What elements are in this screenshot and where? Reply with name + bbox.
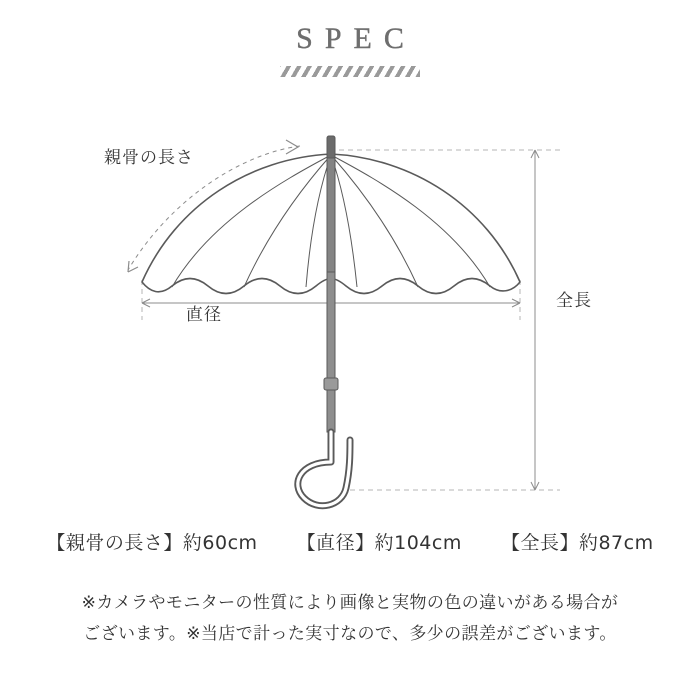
umbrella-illustration: [0, 110, 700, 510]
spec-value-diameter: 【直径】約104cm: [296, 532, 462, 554]
spec-values-row: [0, 528, 700, 555]
disclaimer-note: [0, 588, 700, 650]
label-total-length: 全長: [556, 291, 592, 311]
label-rib-length: 親骨の長さ: [104, 148, 194, 168]
umbrella-spec-diagram: [0, 110, 700, 510]
spec-header: [0, 22, 700, 77]
title-underline-stripes: [280, 66, 420, 77]
note-line-1: ※カメラやモニターの性質により画像と実物の色の違いがある場合が: [81, 593, 619, 613]
spec-value-rib: 【親骨の長さ】約60cm: [46, 532, 258, 554]
spec-value-total: 【全長】約87cm: [500, 532, 654, 554]
page-title: SPEC: [296, 22, 416, 55]
note-line-2: ございます。※当店で計った実寸なので、多少の誤差がございます。: [83, 624, 617, 644]
label-diameter: 直径: [186, 305, 222, 325]
